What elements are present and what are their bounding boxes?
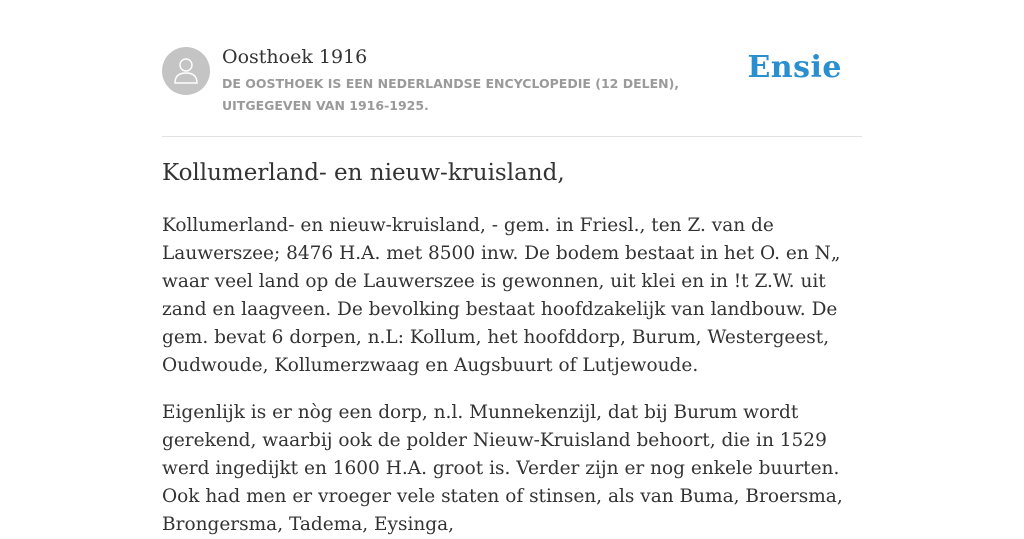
- source-avatar[interactable]: [162, 47, 210, 95]
- source-title[interactable]: Oosthoek 1916: [222, 46, 368, 68]
- article-paragraph: Eigenlijk is er nòg een dorp, n.l. Munnekenzijl, dat bij Burum wordt gerekend, waarbij ook de polder Nieuw-Kruisland behoort, die in 1529 werd ingedijkt en 1600 H.A. groot is. Verder zijn er nog enkele buurten. Ook had men er vroeger vele staten of stinsen, als van Buma, Broersma, Brongersma, Tadema, Eysinga,: [162, 402, 843, 535]
- article-paragraph: Kollumerland- en nieuw-kruisland, - gem. in Friesl., ten Z. van de Lauwerszee; 8476 H.A. met 8500 inw. De bodem bestaat in het O. en N„ waar veel land op de Lauwerszee is gewonnen, uit klei en in !t Z.W. uit zand en laagveen. De bevolking bestaat hoofdzakelijk van landbouw. De gem. bevat 6 dorpen, n.L: Kollum, het hoofddorp, Burum, Westergeest, Oudwoude, Kollumerzwaag en Augsbuurt of Lutjewoude.: [162, 215, 841, 376]
- source-header: [162, 46, 862, 137]
- user-avatar-icon: [172, 56, 200, 86]
- article-title: Kollumerland- en nieuw-kruisland,: [162, 160, 565, 186]
- ensie-logo[interactable]: Ensie: [747, 50, 842, 85]
- source-description: DE OOSTHOEK IS EEN NEDERLANDSE ENCYCLOPEDIE (12 DELEN), UITGEGEVEN VAN 1916-1925.: [222, 76, 680, 113]
